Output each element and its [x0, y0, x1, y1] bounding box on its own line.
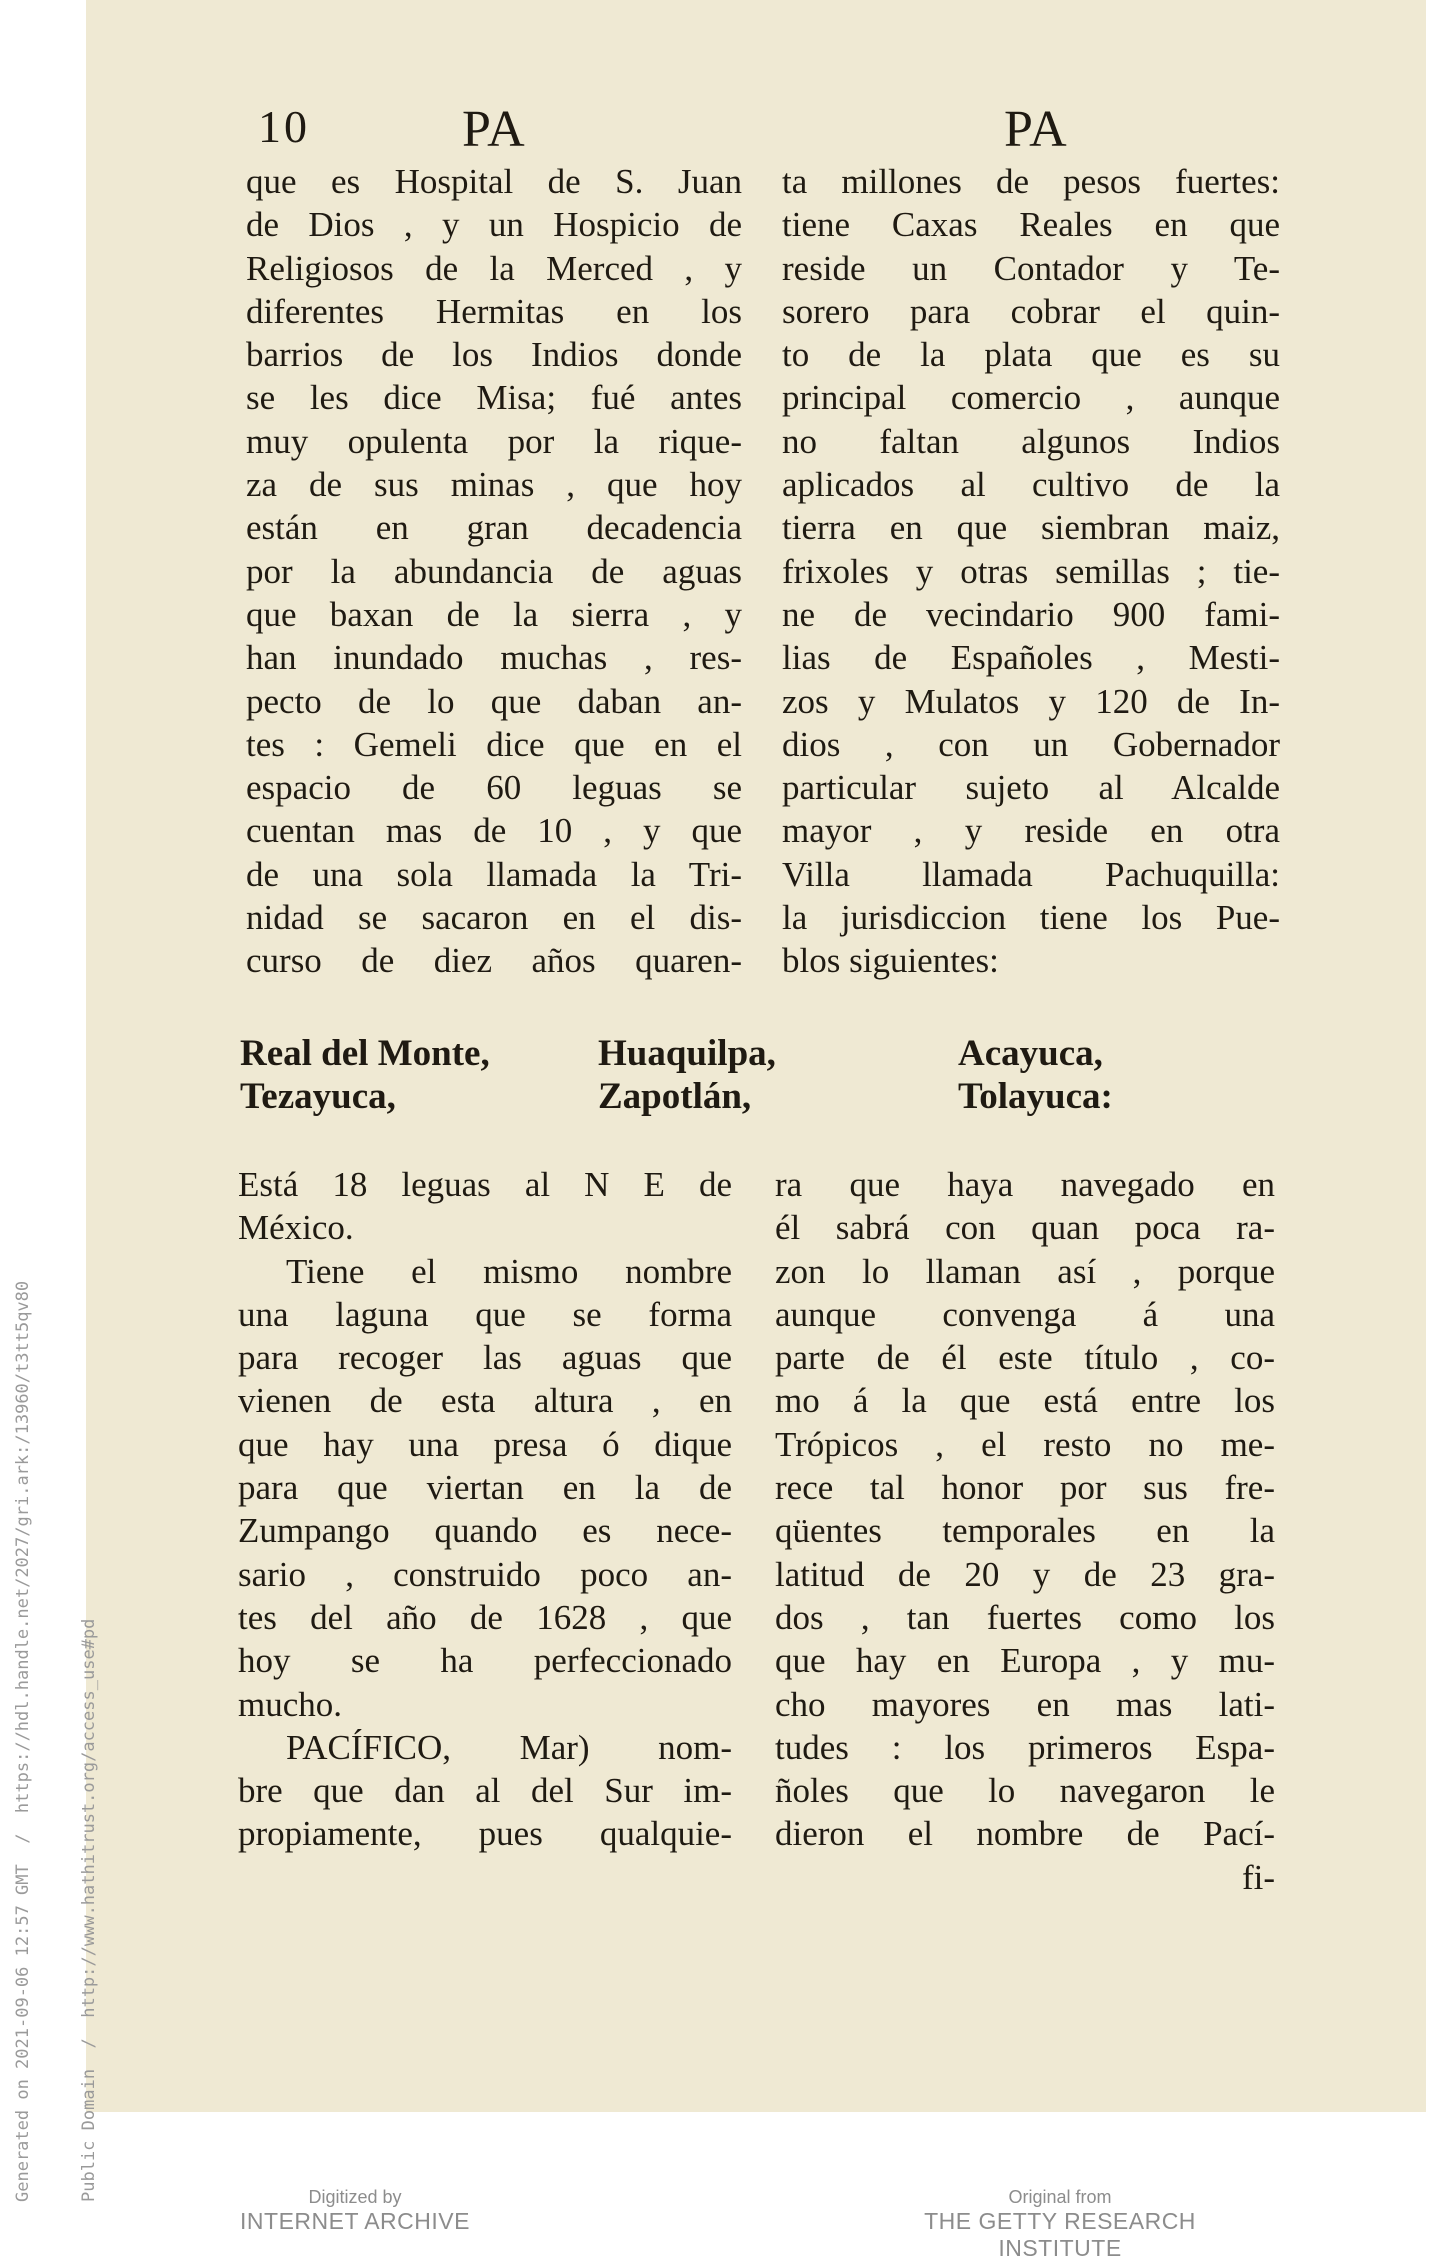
- text-line: frixoles y otras semillas ; tie-: [782, 551, 1280, 591]
- text-line: barrios de los Indios donde: [246, 335, 742, 375]
- text-line: zos y Mulatos y 120 de In-: [782, 681, 1280, 721]
- text-line: Trópicos , el resto no me-: [775, 1424, 1275, 1464]
- place-name: Tolayuca:: [958, 1076, 1113, 1117]
- top-right-column: [782, 160, 1280, 983]
- text-line: mayor , y reside en otra: [782, 811, 1280, 851]
- text-line: Zumpango quando es nece-: [238, 1511, 732, 1551]
- text-line: mucho.: [238, 1684, 343, 1724]
- text-line: parte de él este título , co-: [775, 1338, 1275, 1378]
- text-line: de una sola llamada la Tri-: [246, 854, 742, 894]
- text-line: por la abundancia de aguas: [246, 551, 742, 591]
- text-line: han inundado muchas , res-: [246, 638, 742, 678]
- text-line: nidad se sacaron en el dis-: [246, 898, 742, 938]
- text-line: dieron el nombre de Pací-: [775, 1814, 1275, 1854]
- text-line: Está 18 leguas al N E de: [238, 1165, 732, 1204]
- place-name: Tezayuca,: [240, 1076, 396, 1117]
- text-line: se les dice Misa; fué antes: [246, 378, 742, 418]
- original-from-label: Original from: [1008, 2187, 1112, 2207]
- text-line: no faltan algunos Indios: [782, 421, 1280, 461]
- text-line: ta millones de pesos fuertes:: [782, 162, 1280, 201]
- text-line: que hay una presa ó dique: [238, 1424, 732, 1464]
- text-line: él sabrá con quan poca ra-: [775, 1208, 1275, 1248]
- text-line: ne de vecindario 900 fami-: [782, 594, 1280, 634]
- running-head-right: PA: [1004, 101, 1068, 158]
- text-line: Religiosos de la Merced , y: [246, 248, 742, 288]
- digitized-by-label: Digitized by: [308, 2187, 402, 2207]
- text-line: qüentes temporales en la: [775, 1511, 1275, 1551]
- text-line: fi-: [1241, 1857, 1275, 1897]
- text-line: una laguna que se forma: [238, 1294, 732, 1334]
- bottom-right-column: [775, 1163, 1275, 1899]
- text-line: que baxan de la sierra , y: [246, 594, 742, 634]
- text-line: de Dios , y un Hospicio de: [246, 205, 742, 245]
- text-line: curso de diez años quaren-: [246, 941, 742, 981]
- top-left-column: [246, 160, 742, 983]
- running-head-left: PA: [462, 101, 526, 158]
- place-name: Zapotlán,: [598, 1076, 752, 1117]
- text-line: México.: [238, 1208, 354, 1248]
- text-line: Tiene el mismo nombre: [286, 1251, 732, 1291]
- text-line: Villa llamada Pachuquilla:: [782, 854, 1280, 894]
- text-line: cho mayores en mas lati-: [775, 1684, 1275, 1724]
- text-line: tes : Gemeli dice que en el: [246, 724, 742, 764]
- text-line: latitud de 20 y de 23 gra-: [775, 1554, 1275, 1594]
- text-line: lias de Españoles , Mesti-: [782, 638, 1280, 678]
- text-line: ñoles que lo navegaron le: [775, 1771, 1275, 1811]
- text-line: la jurisdiccion tiene los Pue-: [782, 898, 1280, 938]
- text-line: espacio de 60 leguas se: [246, 768, 742, 808]
- watermark-line-2: Public Domain / http://www.hathitrust.org/access_use#pd: [79, 1618, 99, 2202]
- text-line: blos siguientes:: [782, 941, 999, 981]
- text-line: tes del año de 1628 , que: [238, 1597, 732, 1637]
- text-line: cuentan mas de 10 , y que: [246, 811, 742, 851]
- text-line: principal comercio , aunque: [782, 378, 1280, 418]
- hathitrust-watermark: [0, 702, 99, 2202]
- place-name: Acayuca,: [958, 1033, 1103, 1074]
- text-line: aplicados al cultivo de la: [782, 465, 1280, 505]
- watermark-line-1: Generated on 2021-09-06 12:57 GMT / https://hdl.handle.net/2027/gri.ark:/13960/t3tt5qv80: [13, 1280, 33, 2202]
- text-line: que es Hospital de S. Juan: [246, 162, 742, 201]
- text-line: bre que dan al del Sur im-: [238, 1771, 732, 1811]
- text-line: que hay en Europa , y mu-: [775, 1641, 1275, 1681]
- text-line: pecto de lo que daban an-: [246, 681, 742, 721]
- text-line: están en gran decadencia: [246, 508, 742, 548]
- text-line: particular sujeto al Alcalde: [782, 768, 1280, 808]
- text-line: sorero para cobrar el quin-: [782, 291, 1280, 331]
- text-line: mo á la que está entre los: [775, 1381, 1275, 1421]
- text-line: aunque convenga á una: [775, 1294, 1275, 1334]
- text-line: vienen de esta altura , en: [238, 1381, 732, 1421]
- text-line: tudes : los primeros Espa-: [775, 1727, 1275, 1767]
- text-line: tierra en que siembran maiz,: [782, 508, 1280, 548]
- text-line: to de la plata que es su: [782, 335, 1280, 375]
- text-line: tiene Caxas Reales en que: [782, 205, 1280, 245]
- text-line: sario , construido poco an-: [238, 1554, 732, 1594]
- text-line: reside un Contador y Te-: [782, 248, 1280, 288]
- digitized-by-name: INTERNET ARCHIVE: [240, 2208, 470, 2234]
- place-list: [240, 1032, 1280, 1118]
- text-line: muy opulenta por la rique-: [246, 421, 742, 461]
- text-line: para recoger las aguas que: [238, 1338, 732, 1378]
- text-line: diferentes Hermitas en los: [246, 291, 742, 331]
- text-line: para que viertan en la de: [238, 1468, 732, 1508]
- text-line: rece tal honor por sus fre-: [775, 1468, 1275, 1508]
- place-name: Huaquilpa,: [598, 1033, 776, 1074]
- text-line: PACÍFICO, Mar) nom-: [286, 1727, 732, 1767]
- original-from-credit: [870, 2187, 1250, 2262]
- text-line: hoy se ha perfeccionado: [238, 1641, 732, 1681]
- digitized-by-credit: [240, 2187, 470, 2235]
- place-name: Real del Monte,: [240, 1033, 490, 1074]
- page-number: 10: [258, 101, 310, 152]
- text-line: ra que haya navegado en: [775, 1165, 1275, 1204]
- bottom-left-column: [238, 1163, 732, 1856]
- text-line: dios , con un Gobernador: [782, 724, 1280, 764]
- text-line: dos , tan fuertes como los: [775, 1597, 1275, 1637]
- original-from-name: THE GETTY RESEARCH INSTITUTE: [924, 2208, 1196, 2261]
- text-line: propiamente, pues qualquie-: [238, 1814, 732, 1854]
- text-line: za de sus minas , que hoy: [246, 465, 742, 505]
- text-line: zon lo llaman así , porque: [775, 1251, 1275, 1291]
